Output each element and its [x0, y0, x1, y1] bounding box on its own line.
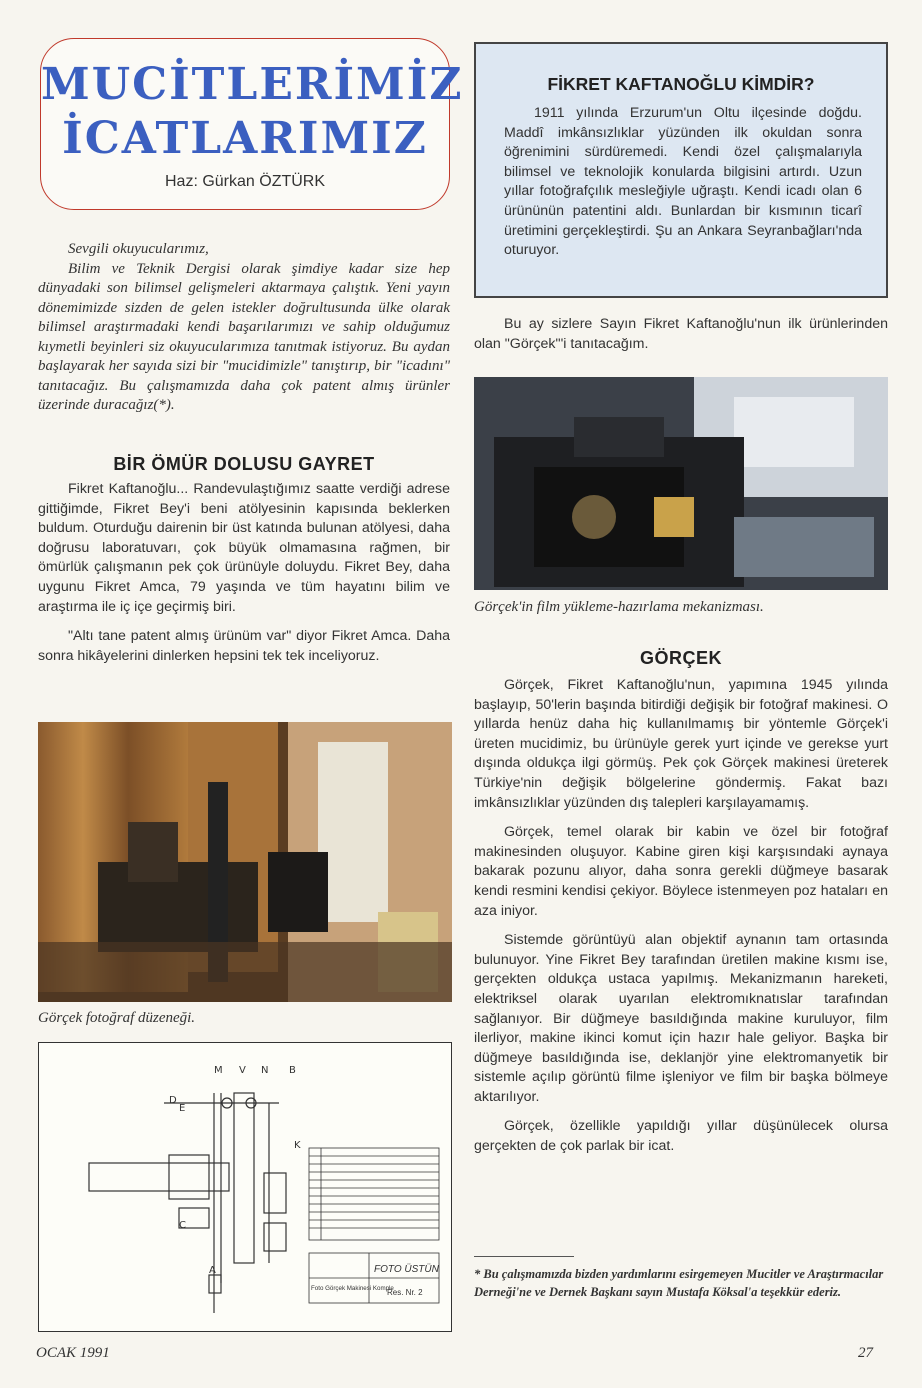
drawing-label: C [179, 1220, 186, 1231]
footnote-divider [474, 1256, 574, 1257]
section-body-gorcek [474, 676, 888, 1167]
byline: Haz: Gürkan ÖZTÜRK [164, 173, 326, 190]
drawing-label: B [289, 1065, 296, 1076]
title-box [40, 38, 464, 210]
intro-salutation: Sevgili okuyucularımız, [68, 241, 209, 257]
drawing-stamp-number: Res. Nr. 2 [387, 1288, 423, 1297]
drawing-label: N [261, 1065, 269, 1076]
intro-paragraph: Bilim ve Teknik Dergisi olarak şimdiye kadar size hep dünyadaki son bilimsel gelişmeleri aktarmaya çalıştık. Yeni yayın dönemimizde sizden de gelen istekler doğrultusunda ülke olarak bilimsel araştırmadaki kendi başarılarımızı ve sahip olduğumuz kıymetli beyinleri siz okuyucularımıza tanıtmak istiyoruz. Bu aydan başlayarak her sayıda sizi bir "mucidimizle" tanıştırıp, bir "icadını" tanıtacağız. Bu çalışmamızda daha çok patent almış ürünler üzerinde duracağız(*). [38, 260, 450, 413]
paragraph: Sistemde görüntüyü alan objektif aynanın tam ortasında bulunuyor. Yine Fikret Bey tarafından üretilen makine kısmı ise, gerçekten oldukça ustaca yapılmış. Mekanizmanın hareketi, elektriksel olarak uyarılan elektromıknatıslar tarafından sağlanıyor. Bir düğmeye basıldığında makine kuruluyor, film ilerliyor, makine ikinci komut için hazır hale geliyor. Başka bir düğmeye basıldığında ise, deklanjör yine elektromanyetik bir sistemle açılıp görüntü filme işleniyor ve film bir başka bölmeye aktarılıyor. [474, 932, 888, 1105]
mechanism-photo-caption: Görçek'in film yükleme-hazırlama mekanizması. [474, 599, 764, 615]
footer-issue-date: OCAK 1991 [36, 1345, 110, 1361]
paragraph: Bu ay sizlere Sayın Fikret Kaftanoğlu'nun ilk ürünlerinden olan "Görçek"'i tanıtacağım. [474, 316, 888, 352]
section-heading-gorcek: GÖRÇEK [639, 648, 722, 668]
drawing-stamp-title: FOTO ÜSTÜN [374, 1264, 439, 1275]
paragraph: "Altı tane patent almış ürünüm var" diyor Fikret Amca. Daha sonra hikâyelerini dinlerken hepsini tek tek inceliyoruz. [38, 628, 450, 664]
footer-page-number: 27 [858, 1345, 873, 1361]
section-heading-gayret: BİR ÖMÜR DOLUSU GAYRET [113, 454, 375, 474]
technical-drawing [38, 1042, 452, 1332]
biography-title: FİKRET KAFTANOĞLU KİMDİR? [547, 74, 815, 94]
title-line-1: MUCİTLERİMİZ [41, 59, 464, 110]
drawing-label: A [209, 1265, 216, 1276]
gorcek-intro [474, 315, 888, 364]
technical-drawing-svg [39, 1043, 450, 1330]
workshop-photo [38, 722, 452, 1002]
intro-letter [38, 240, 450, 416]
mechanism-photo [474, 377, 888, 590]
paragraph: Görçek, temel olarak bir kabin ve özel bir fotoğraf makinesinden oluşuyor. Kabine giren kişi karşısındaki aynaya bakarak pozunu alıyor, daha sonra gerekli düğmeye basarak kendi resmini kendisi çekiyor. Böylece istenmeyen poz hataları en aza iniyor. [474, 824, 888, 919]
biography-box [474, 42, 888, 298]
footnote: * Bu çalışmamızda bizden yardımlarını esirgemeyen Mucitler ve Araştırmacılar Derneği'ne ve Dernek Başkanı sayın Mustafa Köksal'a teşekkür ederiz. [474, 1267, 884, 1299]
section-body-gayret [38, 480, 450, 676]
paragraph: Fikret Kaftanoğlu... Randevulaştığımız saatte verdiği adrese gittiğimde, Fikret Bey'i beni atölyesinin kapısında beklerken buldum. Oturduğu dairenin bir üst katında bulunan atölyesi, daha doğrusu laboratuvarı, çok büyük olmamasına rağmen, bir ömürlük çalışmanın pek çok ürünüyle doluydu. Fikret Bey, daha uygunu Fikret Amca, 79 yaşında ve tüm hayatını bilim ve araştırma ile iç içe geçirmiş biri. [38, 481, 450, 615]
drawing-label: D [169, 1095, 177, 1106]
workshop-photo-image [38, 722, 452, 1002]
drawing-label: K [294, 1140, 301, 1151]
drawing-label: M [214, 1065, 223, 1076]
drawing-label: V [239, 1065, 246, 1076]
biography-text: 1911 yılında Erzurum'un Oltu ilçesinde doğdu. Maddî imkânsızlıklar yüzünden ilk okuldan sonra öğrenimini sürdüremedi. Kendi özel çalışmalarıyla bilimsel ve teknolojik konularda bilgisini artırdı. Uzun yıllar fotoğrafçılık mesleğiyle uğraştı. Kendi icadı olan 6 ürününün patentini aldı. Bunlardan bir kısmının ticarî üretimini gerçekleştirdi. Şu an Ankara Seyranbağları'nda oturuyor. [504, 105, 862, 259]
paragraph: Görçek, Fikret Kaftanoğlu'nun, yapımına 1945 yılında başlayıp, 50'lerin başında bitirdiği değişik bir fotoğraf makinesi. O yıllarda henüz daha hiç kullanılmamış bir yöntemle Görçek'i üreten mucidimiz, bu ürünüyle gerek yurt içinde ve gerekse yurt dışında oldukça ilgi görmüş. Pek çok Görçek makinesi üreterek Türkiye'nin değişik bölgelerine göndermiş. Fakat bazı imkânsızlıklar yüzünden dış talepleri karşılayamamış. [474, 677, 888, 811]
mechanism-photo-image [474, 377, 888, 590]
title-line-2: İCATLARIMIZ [62, 113, 428, 164]
workshop-photo-caption: Görçek fotoğraf düzeneği. [38, 1010, 196, 1026]
drawing-stamp-subtitle: Foto Görçek Makinesi Komple [311, 1285, 394, 1292]
paragraph: Görçek, özellikle yapıldığı yıllar düşünülecek olursa gerçekten de çok parlak bir icat. [474, 1118, 888, 1155]
drawing-label: E [179, 1103, 186, 1114]
